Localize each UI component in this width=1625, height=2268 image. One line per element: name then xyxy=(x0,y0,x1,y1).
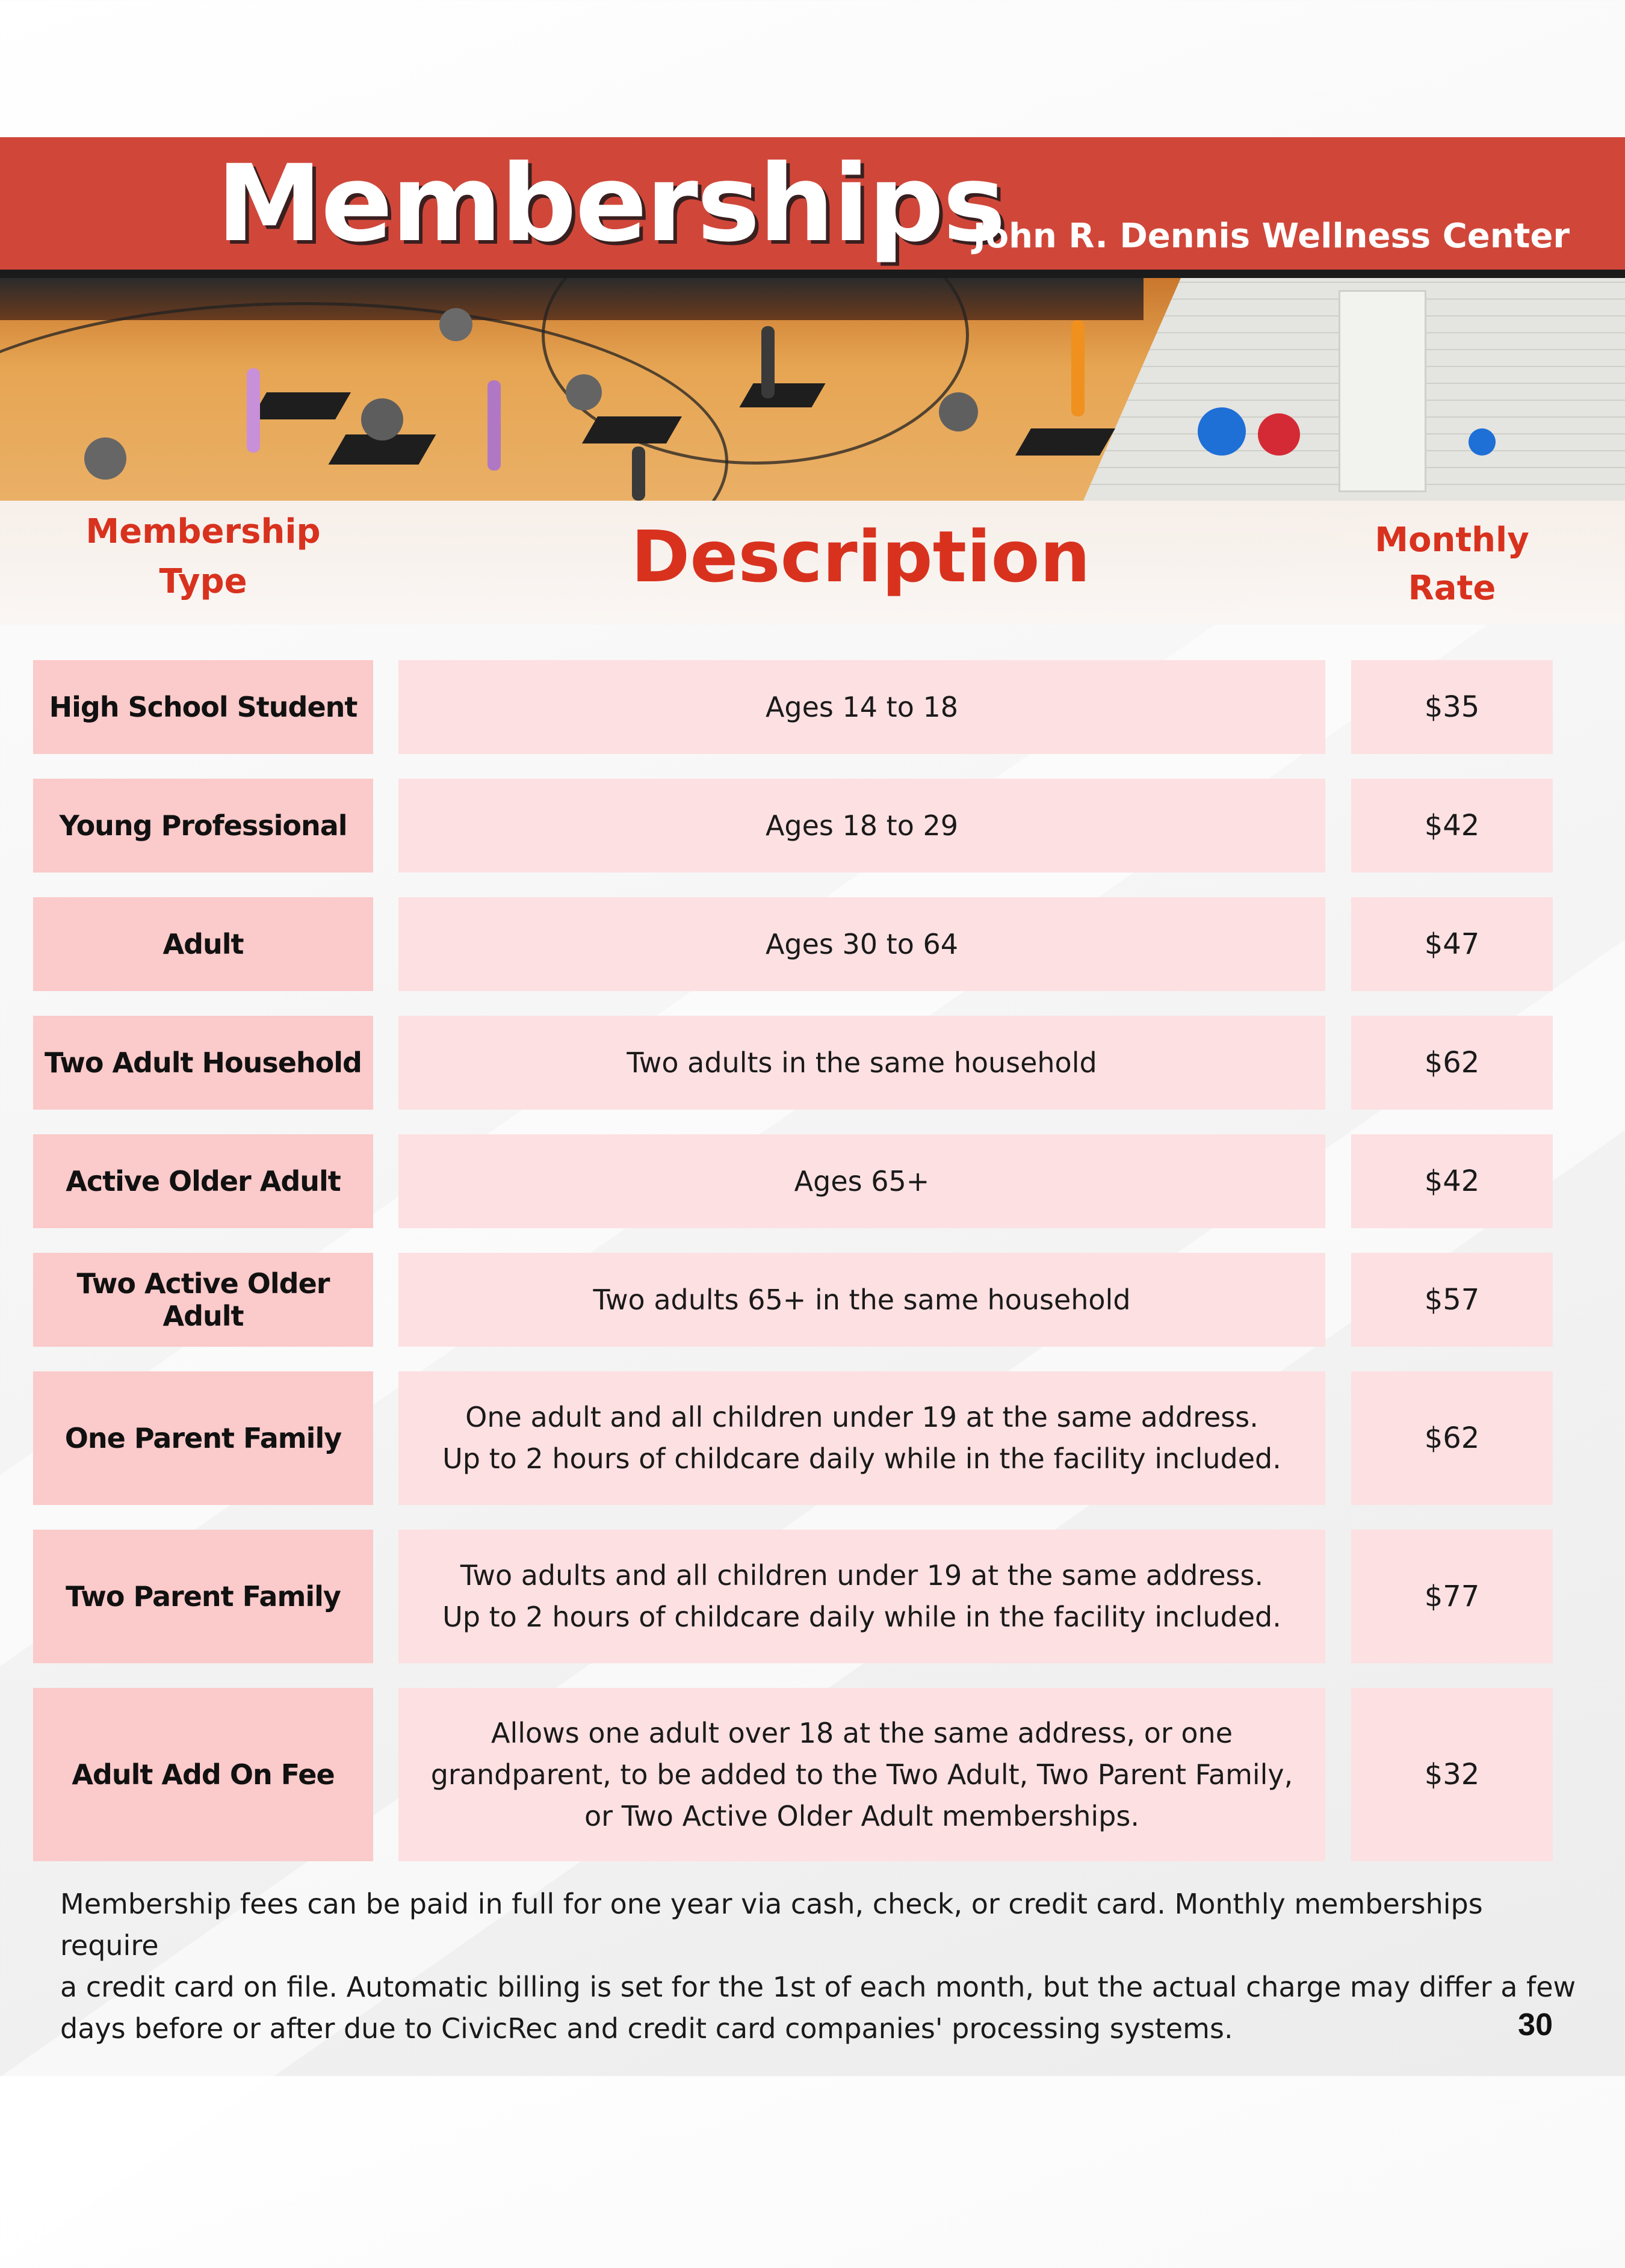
column-header-description: Description xyxy=(631,515,1091,598)
stability-ball xyxy=(1198,407,1246,456)
description-line: Two adults in the same household xyxy=(627,1046,1097,1079)
monthly-rate-cell: $77 xyxy=(1351,1530,1553,1663)
payment-note xyxy=(60,1883,1577,2050)
description-cell xyxy=(398,1016,1325,1110)
description-line: Ages 65+ xyxy=(794,1164,930,1197)
monthly-rate-cell: $42 xyxy=(1351,779,1553,873)
membership-type-cell: High School Student xyxy=(33,660,373,754)
membership-type-cell: Active Older Adult xyxy=(33,1134,373,1228)
monthly-rate-cell: $57 xyxy=(1351,1253,1553,1347)
page-number: 30 xyxy=(1518,2007,1553,2042)
membership-type-cell: Adult xyxy=(33,897,373,991)
column-header-line: Type xyxy=(159,562,247,601)
description-cell xyxy=(398,1253,1325,1347)
description-line: Ages 14 to 18 xyxy=(765,690,959,723)
column-header-monthly-rate xyxy=(1351,516,1553,613)
banner-divider xyxy=(0,270,1625,278)
description-line: Ages 30 to 64 xyxy=(765,927,959,960)
description-cell xyxy=(398,1371,1325,1505)
description-line: Allows one adult over 18 at the same address, or one xyxy=(491,1716,1233,1749)
monthly-rate-cell: $35 xyxy=(1351,660,1553,754)
monthly-rate-cell: $62 xyxy=(1351,1371,1553,1505)
description-text xyxy=(442,1555,1281,1638)
stability-ball xyxy=(566,374,602,410)
photo-door xyxy=(1339,290,1426,492)
stability-ball xyxy=(1258,413,1300,456)
facility-name: John R. Dennis Wellness Center xyxy=(973,217,1570,256)
description-text xyxy=(442,1397,1281,1480)
description-line: grandparent, to be added to the Two Adult, Two Parent Family, xyxy=(430,1758,1293,1791)
class-participant xyxy=(488,380,501,471)
monthly-rate-cell: $32 xyxy=(1351,1688,1553,1861)
column-header-line: Monthly xyxy=(1375,521,1529,560)
description-line: One adult and all children under 19 at the same address. xyxy=(465,1401,1258,1433)
description-line: Two adults and all children under 19 at the same address. xyxy=(460,1559,1264,1592)
membership-type-cell: Two Adult Household xyxy=(33,1016,373,1110)
stability-ball xyxy=(84,437,126,480)
description-text xyxy=(431,1713,1293,1837)
class-participant xyxy=(632,446,645,501)
exercise-mat xyxy=(582,416,682,443)
description-cell xyxy=(398,1530,1325,1663)
description-text xyxy=(766,805,958,847)
column-header-line: Membership xyxy=(85,512,321,551)
payment-note-line: days before or after due to CivicRec and credit card companies' processing systems. xyxy=(60,2012,1233,2045)
instructor xyxy=(1071,320,1085,416)
description-text xyxy=(627,1042,1097,1084)
exercise-mat xyxy=(251,392,351,419)
exercise-mat xyxy=(739,383,825,407)
exercise-mat xyxy=(1015,428,1115,456)
membership-type-cell: Adult Add On Fee xyxy=(33,1688,373,1861)
payment-note-line: Membership fees can be paid in full for one year via cash, check, or credit card. Monthly memberships require xyxy=(60,1888,1483,1962)
stability-ball xyxy=(1469,428,1496,456)
description-line: Up to 2 hours of childcare daily while in the facility included. xyxy=(442,1601,1281,1633)
description-cell xyxy=(398,1134,1325,1228)
stability-ball xyxy=(361,398,403,440)
stability-ball xyxy=(939,392,978,431)
page-title: Memberships xyxy=(217,142,1005,265)
description-cell xyxy=(398,779,1325,873)
column-header-line: Rate xyxy=(1408,569,1496,608)
description-text xyxy=(766,687,958,728)
description-cell xyxy=(398,1688,1325,1861)
description-line: Up to 2 hours of childcare daily while in the facility included. xyxy=(442,1442,1281,1475)
stability-ball xyxy=(439,308,472,341)
membership-type-cell: Young Professional xyxy=(33,779,373,873)
column-header-membership-type xyxy=(33,507,373,607)
description-line: Two adults 65+ in the same household xyxy=(593,1283,1131,1316)
payment-note-line: a credit card on file. Automatic billing is set for the 1st of each month, but the actual charge may differ a few xyxy=(60,1971,1576,2003)
monthly-rate-cell: $62 xyxy=(1351,1016,1553,1110)
class-participant xyxy=(247,368,260,453)
description-text xyxy=(593,1279,1130,1321)
monthly-rate-cell: $42 xyxy=(1351,1134,1553,1228)
description-line: Ages 18 to 29 xyxy=(765,809,959,842)
membership-type-cell: One Parent Family xyxy=(33,1371,373,1505)
description-line: or Two Active Older Adult memberships. xyxy=(584,1799,1139,1832)
monthly-rate-cell: $47 xyxy=(1351,897,1553,991)
gym-class-photo xyxy=(0,278,1625,501)
membership-type-cell: Two Active Older Adult xyxy=(33,1253,373,1347)
membership-type-cell: Two Parent Family xyxy=(33,1530,373,1663)
description-text xyxy=(766,924,958,965)
description-text xyxy=(794,1161,930,1202)
class-participant xyxy=(761,326,775,398)
description-cell xyxy=(398,660,1325,754)
description-cell xyxy=(398,897,1325,991)
